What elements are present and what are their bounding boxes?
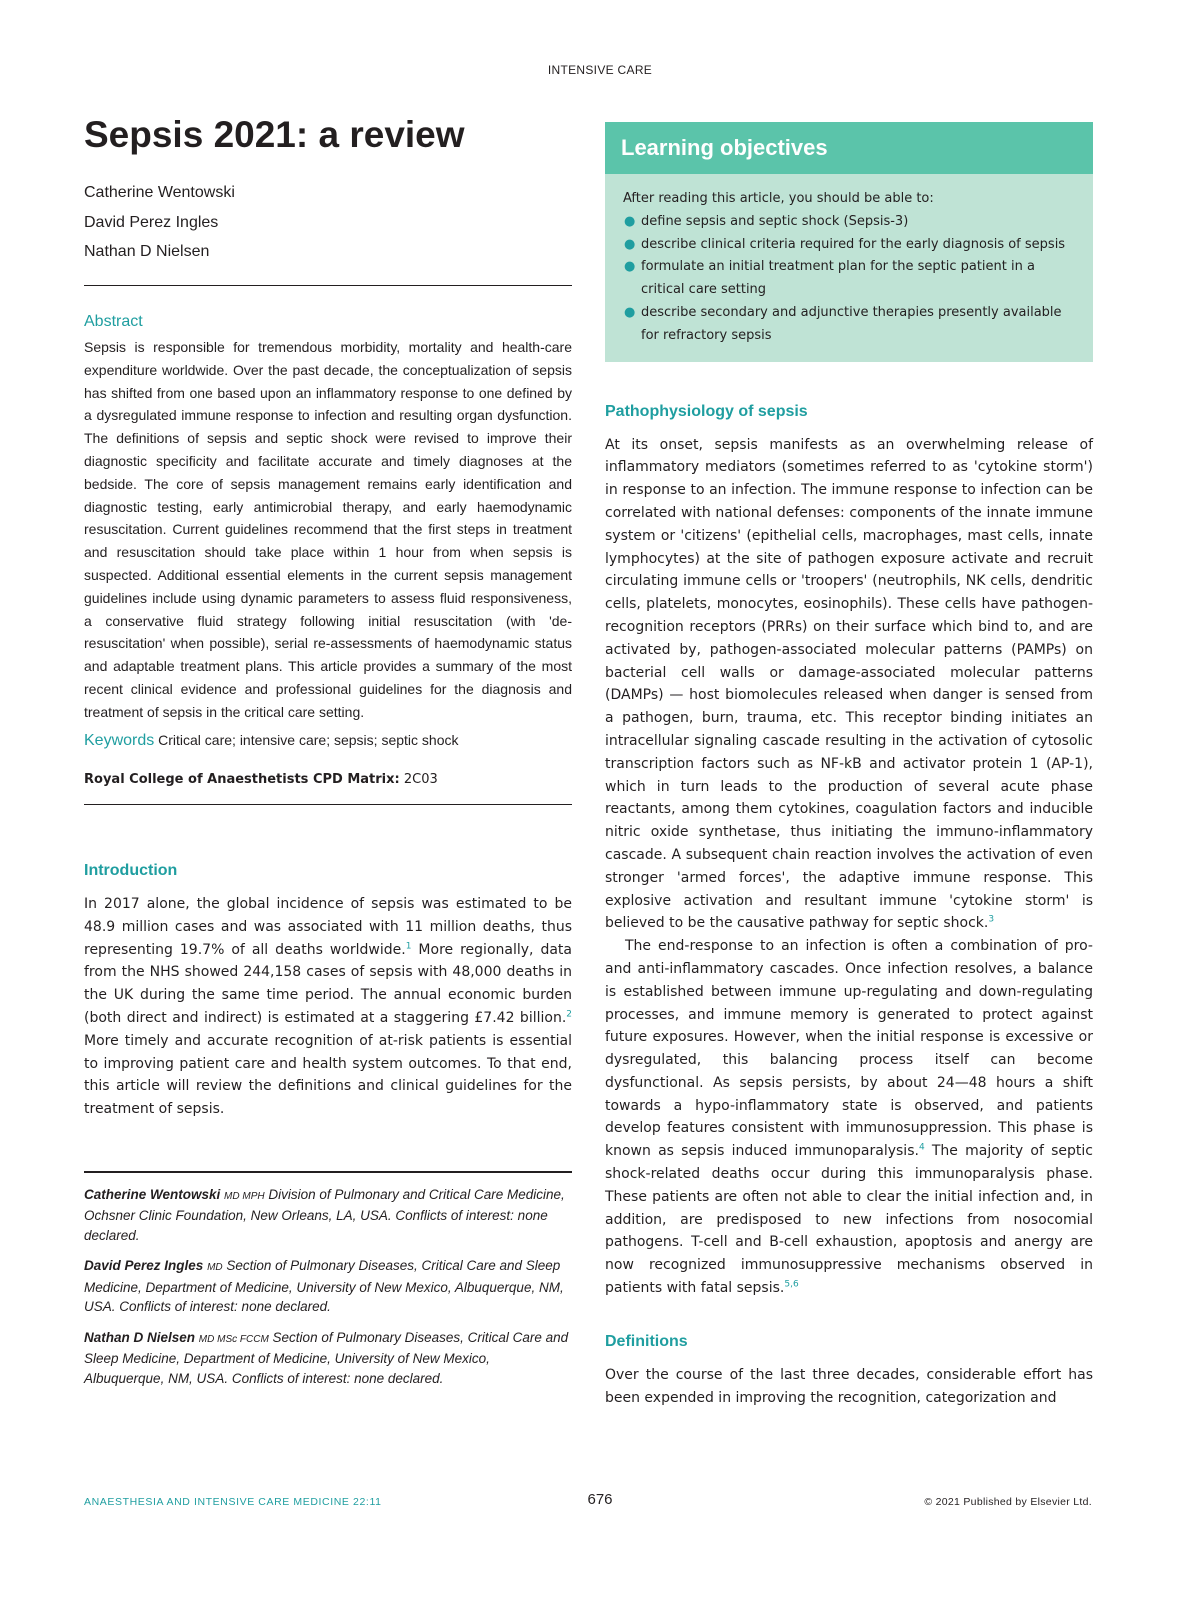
page-number: 676 (587, 1491, 613, 1508)
reference-link[interactable]: 4 (918, 1142, 925, 1153)
affiliation-degree: MD MPH (224, 1190, 265, 1202)
article-title: Sepsis 2021: a review (84, 114, 465, 155)
cpd-label: Royal College of Anaesthetists CPD Matrix: (84, 771, 400, 787)
definitions-heading: Definitions (605, 1332, 688, 1350)
objective-text: describe secondary and adjunctive therapies presently available for refractory sepsis (641, 304, 1062, 343)
list-item (623, 256, 1075, 302)
pathophysiology-text: At its onset, sepsis manifests as an overwhelming release of inflammatory mediators (sometimes referred to as 'cytokine storm') in response to an infection. The immune response to infection can be correlated with national defenses: components of the innate immune system or 'citizens' (epithelial cells, macrophages, mast cells, innate lymphocytes) at the site of pathogen exposure activate and recruit circulating immune cells or 'troopers' (neutrophils, NK cells, dendritic cells, platelets, monocytes, eosinophils). These cells have pathogen-recognition receptors (PRRs) on their surface which bind to, and are activated by, pathogen-associated molecular patterns (PAMPs) on bacterial cell walls or damage-associated molecular patterns (DAMPs) — host biomolecules released when danger is sensed from a pathogen, burn, trauma, etc. This receptor binding initiates an intracellular signaling cascade resulting in the activation of cytosolic transcription factors such as NF-kB and activator protein 1 (AP-1), which in turn leads to the production of several acute phase reactants, among them cytokines, coagulation factors and inducible nitric oxide synthetase, thus initiating the immuno-inflammatory cascade. A subsequent chain reaction involves the activation of even stronger 'armed forces', the adaptive immune response. This explosive activation and resultant immune 'cytokine storm' is believed to be the causative pathway for septic shock. (605, 436, 1093, 932)
bullet-icon: ● (624, 236, 636, 252)
footer-journal: ANAESTHESIA AND INTENSIVE CARE MEDICINE 22:11 (84, 1496, 382, 1508)
definitions-section (605, 1330, 1093, 1410)
affiliation-text: Section of Pulmonary Diseases, Critical Care and Sleep Medicine, Department of Medicine, University of New Mexico, Albuquerque, NM, USA. Conflicts of interest: none declared. (84, 1258, 564, 1315)
keywords-text: Critical care; intensive care; sepsis; septic shock (158, 731, 459, 748)
list-item (623, 302, 1075, 348)
pathophysiology-heading: Pathophysiology of sepsis (605, 402, 808, 420)
introduction-heading: Introduction (84, 862, 178, 880)
abstract-text: Sepsis is responsible for tremendous morbidity, mortality and health-care expenditure worldwide. Over the past decade, the conceptualization of sepsis has shifted from one based upon an inflammatory response to one defined by a dysregulated immune response to infection and resulting organ dysfunction. The definitions of sepsis and septic shock were revised to improve their diagnostic specificity and facilitate accurate and timely diagnoses at the bedside. The core of sepsis management remains early identification and diagnostic testing, early antimicrobial therapy, and early haemodynamic resuscitation. Current guidelines recommend that the first steps in treatment and resuscitation should take place within 1 hour from when sepsis is suspected. Additional essential elements in the current sepsis management guidelines include using dynamic parameters to assess fluid responsiveness, a conservative fluid strategy following initial resuscitation (with 'de-resuscitation' when possible), serial re-assessments of haemodynamic status and adaptable treatment plans. This article provides a summary of the most recent clinical evidence and professional guidelines for the diagnosis and treatment of sepsis in the critical care setting. (84, 339, 572, 720)
pathophysiology-text: The end-response to an infection is often a combination of pro- and anti-inflammatory cascades. Once infection resolves, a balance is established between immune up-regulating and down-regulating processes, and immune memory is generated to protect against future exposures. However, when the initial response is excessive or dysregulated, this balancing process itself can become dysfunctional. As sepsis persists, by about 24—48 hours a shift towards a hypo-inflammatory state is observed, and patients develop features consistent with immunosuppression. This phase is known as sepsis induced immunoparalysis. (605, 938, 1093, 1160)
author-list (84, 178, 572, 267)
affiliation (84, 1185, 572, 1246)
reference-link[interactable]: 2 (566, 1009, 572, 1020)
reference-link[interactable]: 1 (405, 940, 412, 951)
affiliation-degree: MD (207, 1262, 223, 1274)
right-column (605, 122, 1093, 1409)
definitions-paragraph: Over the course of the last three decades, considerable effort has been expended in improving the recognition, categorization and (605, 1366, 1093, 1406)
affiliation-text: Division of Pulmonary and Critical Care Medicine, Ochsner Clinic Foundation, New Orleans, LA, USA. Conflicts of interest: none declared. (84, 1186, 565, 1243)
affiliation-name: David Perez Ingles (84, 1258, 204, 1274)
divider (84, 1171, 572, 1173)
bullet-icon: ● (624, 213, 636, 229)
intro-text-c: More timely and accurate recognition of at-risk patients is essential to improving patient care and health system outcomes. To that end, this article will review the definitions and clinical guidelines for the treatment of sepsis. (84, 1032, 572, 1118)
learning-objectives-intro: After reading this article, you should be able to: (623, 191, 934, 206)
affiliation-degree: MD MSc FCCM (198, 1333, 269, 1345)
cpd-matrix (84, 770, 572, 790)
abstract-section (84, 310, 572, 790)
keywords-label: Keywords (84, 731, 155, 749)
abstract-heading: Abstract (84, 313, 143, 330)
list-item (623, 234, 1075, 257)
learning-objectives-body (605, 174, 1093, 362)
list-item (623, 211, 1075, 234)
objective-text: describe clinical criteria required for the early diagnosis of sepsis (641, 236, 1066, 252)
affiliation (84, 1256, 572, 1317)
author-name: David Perez Ingles (84, 213, 219, 231)
cpd-value: 2C03 (403, 771, 438, 787)
intro-text-b: More regionally, data from the NHS showed 244,158 cases of sepsis with 48,000 deaths in the UK during the same time period. The annual economic burden (both direct and indirect) is estimated at a staggering £7.42 billion. (84, 941, 572, 1027)
divider (84, 285, 572, 287)
affiliation-name: Catherine Wentowski (84, 1186, 221, 1202)
bullet-icon: ● (624, 259, 636, 275)
affiliation-text: Section of Pulmonary Diseases, Critical Care and Sleep Medicine, Department of Medicine, University of New Mexico, Albuquerque, NM, USA. Conflicts of interest: none declared. (84, 1329, 569, 1386)
keywords (84, 729, 572, 752)
affiliations (84, 1185, 572, 1389)
affiliation-name: Nathan D Nielsen (84, 1329, 196, 1345)
footer-copyright: © 2021 Published by Elsevier Ltd. (924, 1496, 1092, 1508)
reference-link[interactable]: 5,6 (784, 1279, 799, 1290)
learning-objectives-heading: Learning objectives (605, 122, 1093, 174)
pathophysiology-text: The majority of septic shock-related deaths occur during this immunoparalysis phase. These patients are often not able to clear the initial infection and, in addition, are predisposed to new infections from nosocomial pathogens. T-cell and B-cell exhaustion, apoptosis and anergy are now recognized immunosuppressive mechanisms observed in patients with fatal sepsis. (605, 1143, 1093, 1297)
introduction-section (84, 859, 572, 1121)
introduction-paragraph (84, 893, 572, 1121)
objective-text: define sepsis and septic shock (Sepsis-3) (641, 213, 909, 229)
reference-link[interactable]: 3 (988, 914, 995, 925)
intro-text-a: In 2017 alone, the global incidence of sepsis was estimated to be 48.9 million cases and was associated with 11 million deaths, thus representing 19.7% of all deaths worldwide. (84, 896, 572, 958)
pathophysiology-section (605, 400, 1093, 1300)
objective-text: formulate an initial treatment plan for the septic patient in a critical care setting (641, 259, 1035, 298)
bullet-icon: ● (624, 304, 636, 320)
divider (84, 804, 572, 806)
running-head: INTENSIVE CARE (547, 63, 653, 77)
left-column (84, 112, 572, 1399)
author-name: Nathan D Nielsen (84, 243, 210, 260)
author-name: Catherine Wentowski (84, 184, 235, 201)
affiliation (84, 1328, 572, 1389)
learning-objectives-box (605, 122, 1093, 362)
learning-objectives-list (623, 211, 1075, 348)
pathophysiology-paragraph (605, 434, 1093, 936)
pathophysiology-paragraph (605, 935, 1093, 1300)
